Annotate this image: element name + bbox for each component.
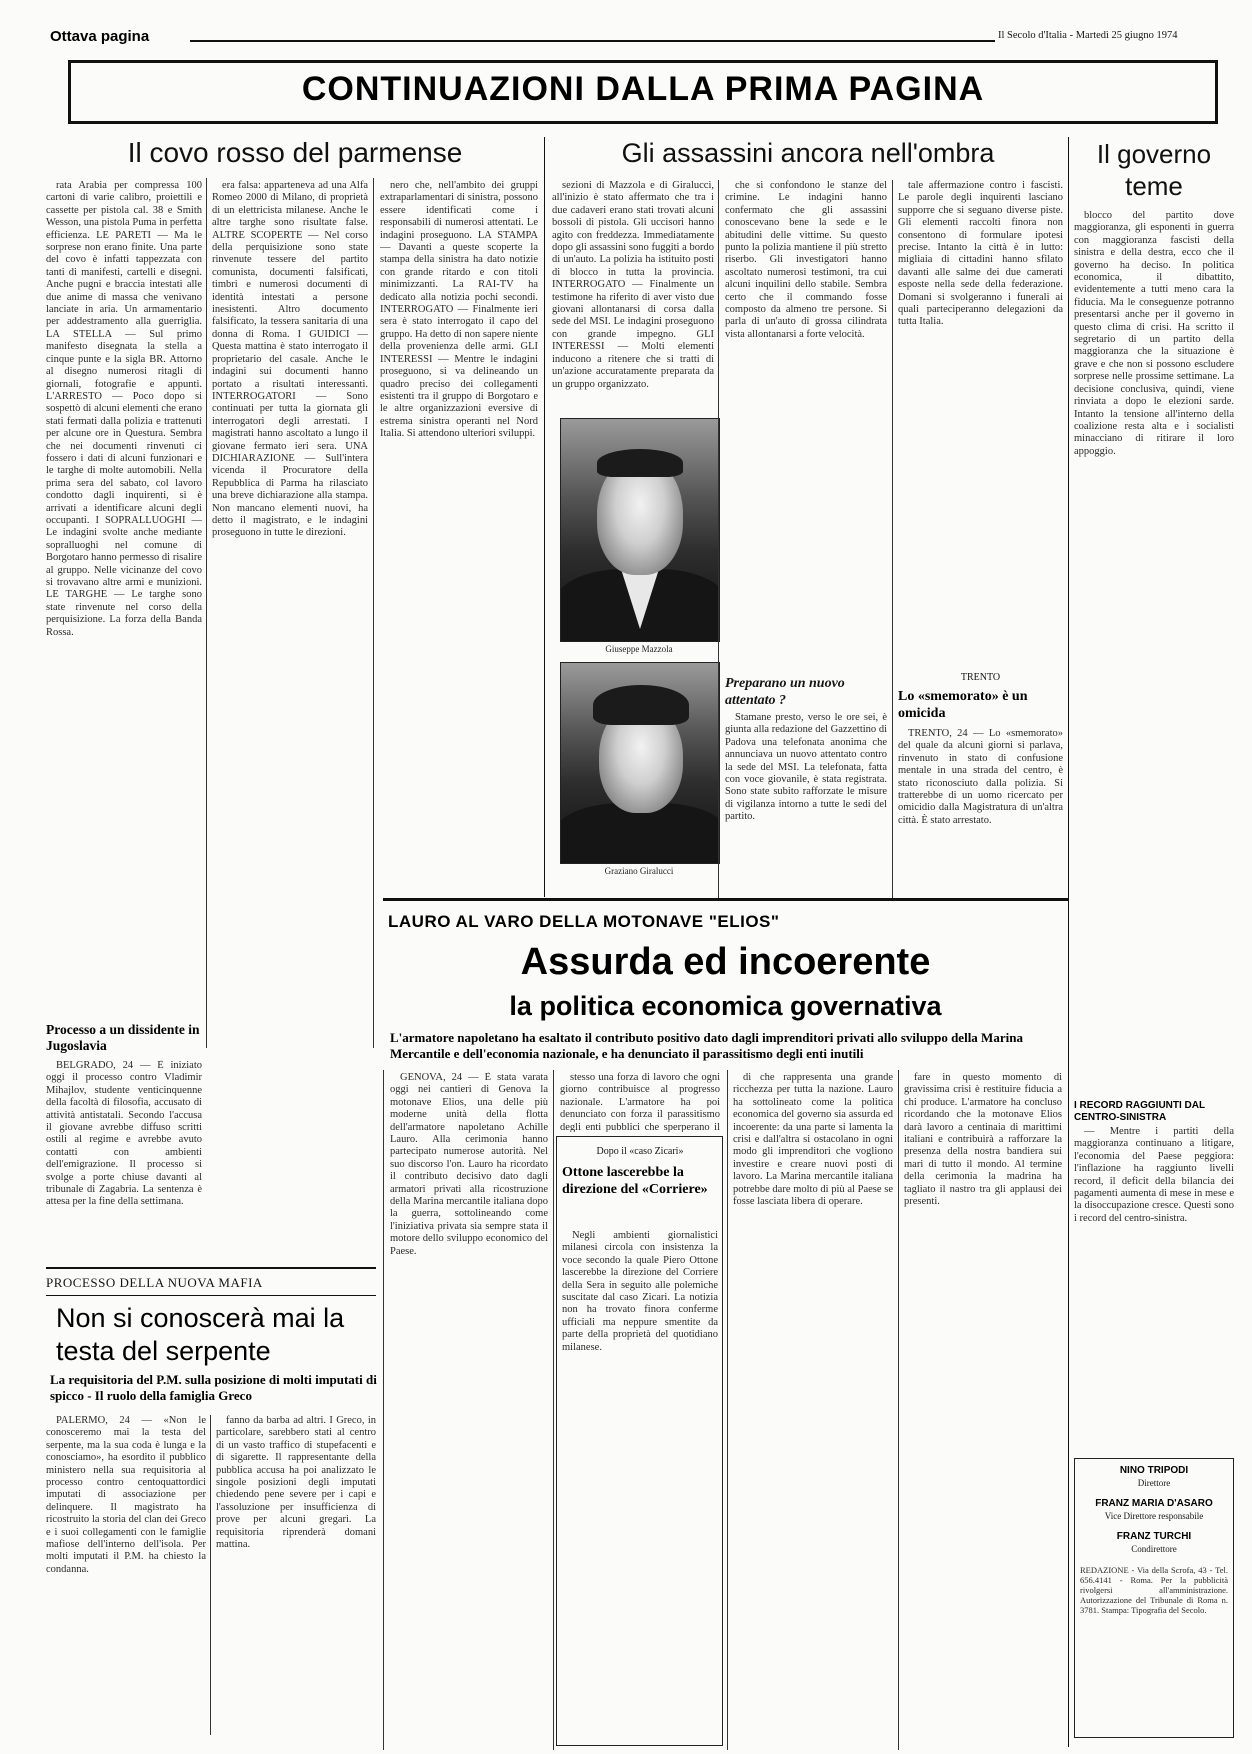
banner-title: CONTINUAZIONI DALLA PRIMA PAGINA <box>301 70 985 108</box>
mafia-column-1: PALERMO, 24 — «Non le conosceremo mai la testa del serpente, ma la sua coda è lunga e la conosciamo», ha esordito il pubblico ministero nella sua requisitoria al processo contro centoquattordici imputati di associazione per delinquere. Il magistrato ha ricostruito la storia del clan dei Greco e i suoi collegamenti con le famiglie mafiose dell'interno dell'isola. Per molti imputati il P.M. ha chiesto la condanna. <box>46 1415 206 1575</box>
assassini-column-1: sezioni di Mazzola e di Giralucci, all'inizio è stato affermato che tra i due cadaveri erano stati trovati alcuni bossoli di pistola. Gli uccisori hanno agito con freddezza. Immediatamente dopo gli assassini sono fuggiti a bordo di un'auto. La polizia ha istituito posti di blocco in tutta la provincia. INTERROGATO — Finalmente un testimone ha riferito di aver visto due giovani allontanarsi di corsa dalla sede del MSI. Le indagini proseguono con grande impegno. GLI INTERESSI — Molti elementi inducono a ritenere che si tratti di un'azione accuratamente preparata da un gruppo organizzato. <box>552 180 714 390</box>
lauro-kicker: LAURO AL VARO DELLA MOTONAVE "ELIOS" <box>388 912 780 931</box>
lauro-deck: L'armatore napoletano ha esaltato il contributo positivo dato dagli imprenditori privati allo sviluppo della Marina Mercantile e dell'economia nazionale, e ha denunciato il parassitismo degli enti inutili <box>390 1030 1023 1061</box>
governo-body: blocco del partito dove maggioranza, gli esponenti in guerra con maggioranza fascisti della sinistra e della destra, ecco che il governo ha deciso. In politica economica, il dibattito, evidentemente a tutti meno cara la fiducia. Ma le conseguenze potranno presentarsi anche per il governo in questo clima di crisi. Ha scritto il segretario di un partito della maggioranza che la situazione è grave e che non si possono escludere sorprese nelle prossime settimane. La decisione conclusiva, quindi, viene rinviata a dopo le elezioni sarde. Intanto la tensione all'interno della coalizione resta alta e i socialisti minacciano di ritirare il loro appoggio. <box>1074 210 1234 457</box>
lauro-top-rule <box>383 898 1068 901</box>
section-rule <box>1068 137 1069 1747</box>
lauro-column-2: stesso una forza di lavoro che ogni giorno contribuisce al progresso nazionale. L'armatore ha poi denunciato con forza il parassitismo degli enti pubblici che sperperano il <box>560 1072 720 1132</box>
paper-dateline: Il Secolo d'Italia - Martedì 25 giugno 1974 <box>998 30 1178 41</box>
covo-column-3: nero che, nell'ambito dei gruppi extraparlamentari di sinistra, possono essere identificati come i responsabili di numerosi attentati. Le indagini proseguono. LA STAMPA — Davanti a queste scoperte la stampa della sinistra ha dato notizie con grande ritardo e con titoli minimizzanti. La RAI-TV ha dedicato alla notizia pochi secondi. INTERROGATO — Finalmente ieri sera è stato interrogato il capo del gruppo. Ha detto di non sapere niente della provenienza delle armi. GLI INTERESSI — Mentre le indagini proseguono, si va delineando un quadro preciso dei collegamenti esistenti tra il gruppo di Borgotaro e le altre organizzazioni eversive di estrema sinistra operanti nel Nord Italia. Si attendono ulteriori sviluppi. <box>380 180 538 440</box>
preparano-body: Stamane presto, verso le ore sei, è giunta alla redazione del Gazzettino di Padova una telefonata anonima che annunciava un nuovo attentato contro la sede del MSI. La telefonata, fatta con voce giovanile, è stata registrata. Sono state subito rafforzate le misure di vigilanza intorno a tutte le sedi del partito. <box>725 712 887 823</box>
section-rule <box>544 137 545 897</box>
column-rule <box>383 1070 384 1750</box>
preparano-headline: Preparano un nuovo attentato ? <box>725 676 845 708</box>
covo-column-2: era falsa: apparteneva ad una Alfa Romeo 2000 di Milano, di proprietà di un elettricista milanese. Anche le altre targhe sono risultate false. ALTRE SCOPERTE — Nel corso della perquisizione sono state rinvenute tessere del partito comunista, documenti falsificati, timbri e numerosi documenti di identità intestati a persone inesistenti. Altro documento falsificato, la tessera sanitaria di una donna di Roma. I GUIDICI — Questa mattina è stato interrogato il proprietario del casale. Anche le indagini sui documenti hanno portato a risultati interessanti. INTERROGATORI — Sono continuati per tutta la giornata gli interrogatori degli arrestati. I magistrati hanno ascoltato a lungo il giovane fermato ieri sera. UNA DICHIARAZIONE — Sull'intera vicenda il Procuratore della Repubblica di Parma ha rilasciato una breve dichiarazione alla stampa. Non mancano elementi nuovi, ha detto il magistrato, e le indagini proseguono in tutte le direzioni. <box>212 180 368 539</box>
lauro-column-3: di che rappresenta una grande ricchezza per tutta la nazione. Lauro ha sottolineato come la politica economica del governo sia assurda ed incoerente: da una parte si lamenta la crisi e dall'altra si ostacolano in ogni modo gli imprenditori che vogliono investire e creare nuovi posti di lavoro. La Marina mercantile italiana potrebbe dare molto di più al Paese se fosse lasciata libera di operare. <box>733 1072 893 1208</box>
photo-caption-mazzola: Giuseppe Mazzola <box>605 644 673 654</box>
masthead-name: FRANZ TURCHI <box>1116 1531 1192 1542</box>
photo-giralucci <box>560 662 720 864</box>
trento-headline: Lo «smemorato» è un omicida <box>898 689 1028 721</box>
mafia-top-rule <box>46 1267 376 1269</box>
column-rule <box>892 180 893 900</box>
photo-mazzola <box>560 418 720 642</box>
lauro-column-1: GENOVA, 24 — È stata varata oggi nei cantieri di Genova la motonave Elios, una delle più moderne unità della flotta dell'armatore napoletano Achille Lauro. Alla cerimonia hanno partecipato numerose autorità. Nel suo discorso l'on. Lauro ha ricordato il contributo decisivo dato dagli armatori privati alla ricostruzione della Marina mercantile italiana dopo la guerra, sottolineando come l'iniziativa privata sia sempre stata il motore dello sviluppo economico del Paese. <box>390 1072 548 1257</box>
column-rule <box>727 1070 728 1750</box>
section-label: Ottava pagina <box>50 28 150 45</box>
header-rule <box>190 40 995 42</box>
ottone-body: Negli ambienti giornalistici milanesi circola con insistenza la voce secondo la quale Piero Ottone lascerebbe la direzione del Corriere della Sera in seguito alle polemiche suscitate dal caso Zicari. La notizia non ha trovato finora conferme ufficiali ma neppure smentite da parte della proprietà del quotidiano milanese. <box>562 1230 718 1353</box>
mafia-deck: La requisitoria del P.M. sulla posizione di molti imputati di spicco - Il ruolo della famiglia Greco <box>50 1372 377 1403</box>
record-body: — Mentre i partiti della maggioranza continuano a litigare, l'economia del Paese peggiora: l'inflazione ha raggiunto livelli record, il deficit della bilancia dei pagamenti aumenta di mese in mese e la disoccupazione cresce. Questi sono i record del centro-sinistra. <box>1074 1126 1234 1224</box>
column-rule <box>373 178 374 1048</box>
masthead-role: Vice Direttore responsabile <box>1104 1511 1204 1521</box>
masthead-role: Direttore <box>1137 1478 1171 1488</box>
masthead-name: FRANZ MARIA D'ASARO <box>1095 1498 1213 1509</box>
masthead-name: NINO TRIPODI <box>1119 1465 1189 1476</box>
ottone-headline: Ottone lascerebbe la direzione del «Corriere» <box>562 1165 708 1197</box>
covo-column-1: rata Arabia per compressa 100 cartoni di varie calibro, proiettili e cassette per pistola cal. 38 e Smith Wesson, una pistola Puma in perfetta efficienza. LE PARETI — Ma le sorprese non erano finite. Una parte del covo è infatti tappezzata con tanti di manifesti, cartelli e disegni. Anche pugni e braccia intestati alle due anime di massa che venivano lanciate in aria. Un armamentario per addestramento alla guerriglia. LA STELLA — Sul primo manifesto disegnata la stella a cinque punte e la sigla BR. Attorno al disegno numerosi ritagli di giornali, fotografie e appunti. L'ARRESTO — Poco dopo si sospettò di alcuni elementi che erano stati fermati dalla polizia e trattenuti per alcune ore in Questura. Sembra che nei documenti rinvenuti ci fossero i dati di alcuni funzionari e le targhe di molte automobili. Nella prima sera del sabato, col lavoro condotto dagli inquirenti, si è arrivati a identificare alcuni degli occupanti. I SOPRALLUOGHI — Le indagini svolte anche mediante sopralluoghi nel comune di Borgotaro hanno permesso di risalire al gruppo. Nelle vicinanze del covo si trovavano altre armi e munizioni. LE TARGHE — Le targhe sono state rinvenute nel corso della perquisizione. La forza della Banda Rossa. <box>46 180 202 638</box>
trento-kicker: TRENTO <box>960 672 1001 683</box>
mafia-kicker: PROCESSO DELLA NUOVA MAFIA <box>46 1275 263 1290</box>
dissidente-body: BELGRADO, 24 — È iniziato oggi il processo contro Vladimir Mihajlov, studente venticinquenne della facoltà di filosofia, accusato di attività antistatali. Secondo l'accusa il giovane avrebbe diffuso scritti ostili al regime e avrebbe avuto contatti con ambienti dell'emigrazione. Il processo si svolge a porte chiuse davanti al tribunale di Zagabria. La sentenza è attesa per la fine della settimana. <box>46 1060 202 1208</box>
column-rule <box>718 180 719 900</box>
trento-body: TRENTO, 24 — Lo «smemorato» del quale da alcuni giorni si parlava, rinvenuto in stato di confusione mentale in una strada del centro, è stato riconosciuto dalla polizia. Si tratterebbe di un uomo ricercato per omicidio dalla Magistratura di un'altra città. È stato arrestato. <box>898 728 1063 826</box>
lauro-column-4: fare in questo momento di gravissima crisi è restituire fiducia a chi produce. L'armatore ha concluso ricordando che la motonave Elios darà lavoro a centinaia di marittimi italiani e contribuirà a rafforzare la presenza della nostra bandiera sui mari di tutto il mondo. Al termine della cerimonia la madrina ha tagliato il nastro tra gli applausi dei presenti. <box>904 1072 1062 1208</box>
covo-headline: Il covo rosso del parmense <box>127 137 463 168</box>
record-subhead: I RECORD RAGGIUNTI DAL CENTRO-SINISTRA <box>1074 1100 1205 1123</box>
column-rule <box>898 1070 899 1750</box>
mafia-headline: Non si conoscerà mai la testa del serpente <box>56 1303 345 1366</box>
masthead-fine-print: REDAZIONE - Via della Scrofa, 43 - Tel. 656.4141 - Roma. Per la pubblicità rivolgersi all'amministrazione. Autorizzazione del Tribunale di Roma n. 3781. Stampa: Tipografia del Secolo. <box>1080 1565 1228 1615</box>
mafia-kicker-rule <box>46 1295 376 1296</box>
assassini-headline: Gli assassini ancora nell'ombra <box>621 138 995 168</box>
dissidente-headline: Processo a un dissidente in Jugoslavia <box>46 1022 200 1053</box>
column-rule <box>553 1070 554 1750</box>
column-rule <box>210 1415 211 1735</box>
lauro-subheadline: la politica economica governativa <box>509 991 942 1021</box>
assassini-column-3: tale affermazione contro i fascisti. Le parole degli inquirenti lasciano supporre che si seguano diverse piste. Gli elementi raccolti finora non consentono di formulare ipotesi precise. Intanto la città è in lutto: migliaia di cittadini hanno sfilato davanti alle salme dei due camerati esposte nella sede della federazione. Domani si svolgeranno i funerali ai quali parteciperanno delegazioni da tutta Italia. <box>898 180 1063 328</box>
masthead-role: Condirettore <box>1131 1544 1177 1554</box>
mafia-column-2: fanno da barba ad altri. I Greco, in particolare, sarebbero stati al centro di un vasto traffico di stupefacenti e di sigarette. Il rappresentante della pubblica accusa ha poi analizzato le singole posizioni degli imputati chiedendo pene severe per i capi e l'assoluzione per insufficienza di prove per alcuni gregari. La requisitoria riprenderà domani mattina. <box>216 1415 376 1551</box>
ottone-kicker: Dopo il «caso Zicari» <box>596 1146 684 1157</box>
photo-caption-giralucci: Graziano Giralucci <box>604 866 674 876</box>
column-rule <box>206 178 207 1048</box>
lauro-headline: Assurda ed incoerente <box>520 941 931 983</box>
assassini-column-2: che si confondono le stanze del crimine. Le indagini hanno confermato che gli assassini conoscevano bene la sede e le abitudini delle vittime. Su questo punto la polizia mantiene il più stretto riserbo. Gli investigatori hanno ascoltato numerosi testimoni, tra cui alcuni inquilini dello stabile. Sembra certo che il commando fosse composto da almeno tre persone. Si parla di un'auto di grossa cilindrata vista allontanarsi a forte velocità. <box>725 180 887 340</box>
governo-headline: Il governo teme <box>1096 139 1212 201</box>
